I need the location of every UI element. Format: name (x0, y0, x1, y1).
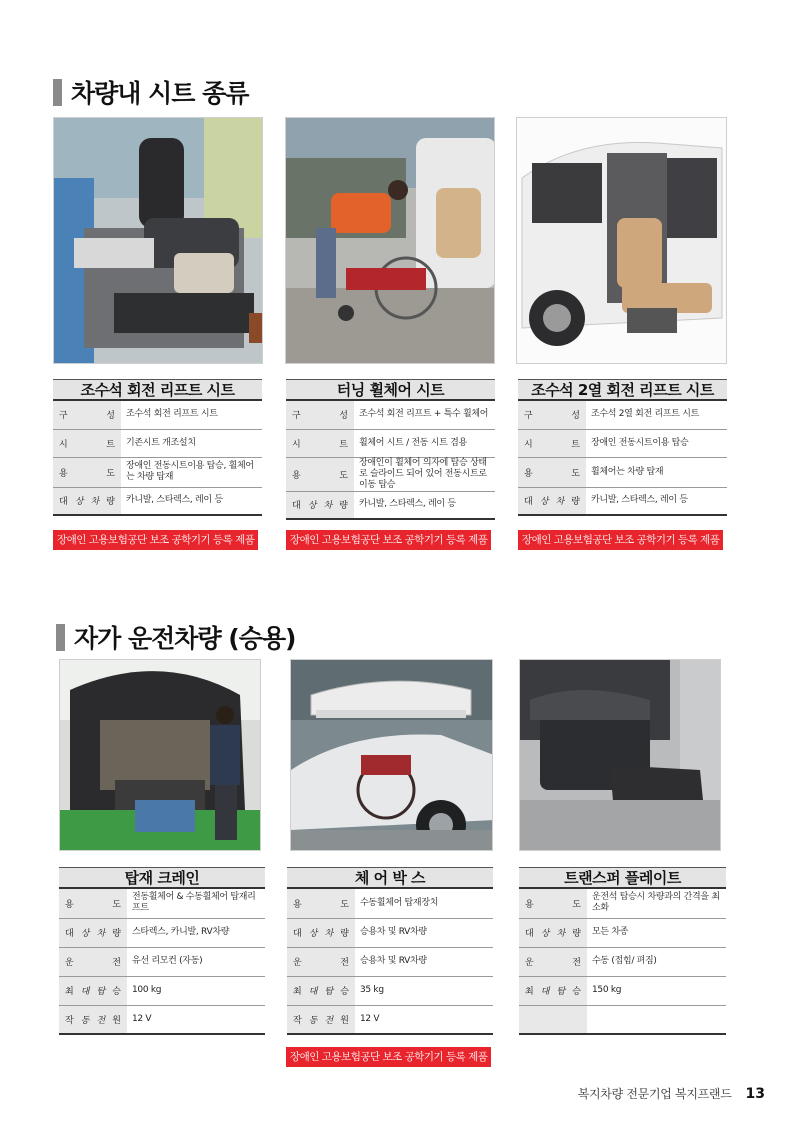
card-turning-wheelchair-seat (286, 379, 495, 520)
spec-label: 대 상 차 량 (59, 497, 115, 508)
spec-value: 모든 차종 (587, 918, 726, 947)
spec-row (519, 918, 726, 947)
spec-row (53, 487, 262, 515)
spec-row (519, 947, 726, 976)
spec-label: 시 트 (292, 439, 348, 450)
spec-value: 스타렉스, 카니발, RV차량 (127, 918, 265, 947)
spec-row (518, 401, 727, 429)
spec-row (287, 947, 493, 976)
registered-product-badge: 장애인 고용보험공단 보조 공학기기 등록 제품 (518, 530, 723, 550)
spec-value: 승용차 및 RV차량 (355, 918, 493, 947)
photo-loading-crane (59, 659, 261, 851)
spec-row (286, 457, 495, 491)
section-marker (53, 79, 62, 106)
card-title: 체 어 박 스 (287, 867, 493, 889)
spec-row (287, 889, 493, 918)
registered-product-badge: 장애인 고용보험공단 보조 공학기기 등록 제품 (286, 530, 491, 550)
spec-value: 기존시트 개조설치 (121, 429, 262, 457)
photo-second-row-rotating-seat (516, 117, 727, 364)
spec-value: 카니발, 스타렉스, 레이 등 (354, 491, 495, 519)
photo-turning-wheelchair-seat (285, 117, 495, 364)
spec-row (287, 1005, 493, 1034)
photo-chair-box (290, 659, 493, 851)
card-title: 조수석 2열 회전 리프트 시트 (518, 379, 727, 401)
card-second-row-rotating-seat (518, 379, 727, 516)
spec-value: 휠체어 시트 / 전동 시트 겸용 (354, 429, 495, 457)
card-title: 조수석 회전 리프트 시트 (53, 379, 262, 401)
spec-value: 12 V (127, 1005, 265, 1034)
spec-row (518, 457, 727, 487)
spec-row (53, 429, 262, 457)
spec-label: 대 상 차 량 (292, 501, 348, 512)
spec-label: 시 트 (524, 439, 580, 450)
spec-label: 구 성 (292, 411, 348, 422)
spec-label: 최 대 탑 승 (65, 987, 121, 997)
spec-value: 150 kg (587, 976, 726, 1005)
spec-label: 용 도 (524, 468, 580, 479)
spec-row (519, 1005, 726, 1034)
page-number: 13 (745, 1085, 765, 1102)
spec-row (59, 889, 265, 918)
section-marker (56, 624, 65, 651)
spec-label: 작 동 전 원 (293, 1015, 349, 1026)
registered-product-badge: 장애인 고용보험공단 보조 공학기기 등록 제품 (53, 530, 258, 550)
section-title-text: 자가 운전차량 (승용) (74, 624, 296, 653)
spec-label: 최 대 탑 승 (293, 987, 349, 997)
spec-value: 장애인 전동시트이용 탑승 (586, 429, 727, 457)
spec-table (53, 401, 262, 516)
spec-value: 장애인 전동시트이용 탑승, 휠체어는 차량 탑재 (121, 457, 262, 487)
spec-label: 구 성 (59, 411, 115, 422)
spec-value: 35 kg (355, 976, 493, 1005)
spec-table (518, 401, 727, 516)
spec-table (286, 401, 495, 520)
spec-label: 운 전 (293, 958, 349, 968)
spec-value: 조수석 회전 리프트 + 특수 휠체어 (354, 401, 495, 429)
spec-table (59, 889, 265, 1035)
spec-row (519, 976, 726, 1005)
spec-value: 유선 리모컨 (자동) (127, 947, 265, 976)
section-title-text: 차량내 시트 종류 (71, 79, 249, 108)
spec-value: 카니발, 스타렉스, 레이 등 (121, 487, 262, 515)
spec-value: 승용차 및 RV차량 (355, 947, 493, 976)
section-title-driving (56, 619, 295, 655)
footer-company: 복지차량 전문기업 복지프랜드 (577, 1087, 732, 1101)
spec-row (59, 1005, 265, 1034)
spec-row (287, 976, 493, 1005)
spec-row (518, 487, 727, 515)
spec-value (587, 1005, 726, 1034)
spec-table (287, 889, 493, 1035)
spec-row (286, 429, 495, 457)
spec-label: 용 도 (59, 468, 115, 479)
card-loading-crane (59, 867, 265, 1035)
spec-row (53, 457, 262, 487)
card-title: 탑재 크레인 (59, 867, 265, 889)
spec-label: 대 상 차 량 (524, 497, 580, 508)
spec-value: 수동 (접힘/ 펴짐) (587, 947, 726, 976)
card-title: 트랜스퍼 플레이트 (519, 867, 726, 889)
spec-label: 대 상 차 량 (525, 929, 581, 939)
spec-row (286, 401, 495, 429)
spec-label: 운 전 (65, 958, 121, 968)
card-title: 터닝 휠체어 시트 (286, 379, 495, 401)
spec-label: 대 상 차 량 (293, 929, 349, 939)
spec-row (287, 918, 493, 947)
spec-value: 수동휠체어 탑재장치 (355, 889, 493, 918)
spec-label: 대 상 차 량 (65, 929, 121, 939)
spec-label: 용 도 (525, 899, 581, 910)
photo-passenger-rotating-seat (53, 117, 263, 364)
spec-label: 시 트 (59, 439, 115, 450)
spec-label: 용 도 (65, 899, 121, 910)
spec-row (286, 491, 495, 519)
spec-label: 운 전 (525, 958, 581, 968)
section-title-seats (53, 74, 248, 110)
spec-row (519, 889, 726, 918)
spec-label: 용 도 (292, 470, 348, 481)
card-transfer-plate (519, 867, 726, 1035)
spec-value: 100 kg (127, 976, 265, 1005)
spec-row (53, 401, 262, 429)
card-chair-box (287, 867, 493, 1035)
spec-value: 조수석 회전 리프트 시트 (121, 401, 262, 429)
spec-row (518, 429, 727, 457)
page-footer (540, 1085, 765, 1102)
spec-value: 휠체어는 차량 탑재 (586, 457, 727, 487)
spec-label: 구 성 (524, 411, 580, 422)
spec-label: 용 도 (293, 899, 349, 910)
spec-value: 운전석 탑승시 차량과의 간격을 최소화 (587, 889, 726, 918)
registered-product-badge: 장애인 고용보험공단 보조 공학기기 등록 제품 (286, 1047, 491, 1067)
spec-value: 전동휠체어 & 수동휠체어 탑재리프트 (127, 889, 265, 918)
spec-label: 최 대 탑 승 (525, 987, 581, 997)
spec-value: 장애인이 휠체어 의자에 탑승 상태로 슬라이드 되어 있어 전동시트로 이동 탑승 (354, 457, 495, 491)
spec-value: 카니발, 스타렉스, 레이 등 (586, 487, 727, 515)
spec-row (59, 947, 265, 976)
card-passenger-rotating-seat (53, 379, 262, 516)
spec-value: 12 V (355, 1005, 493, 1034)
photo-transfer-plate (519, 659, 721, 851)
spec-row (59, 918, 265, 947)
spec-value: 조수석 2열 회전 리프트 시트 (586, 401, 727, 429)
spec-label-empty (519, 1005, 587, 1034)
spec-table (519, 889, 726, 1035)
spec-label: 작 동 전 원 (65, 1015, 121, 1026)
spec-row (59, 976, 265, 1005)
